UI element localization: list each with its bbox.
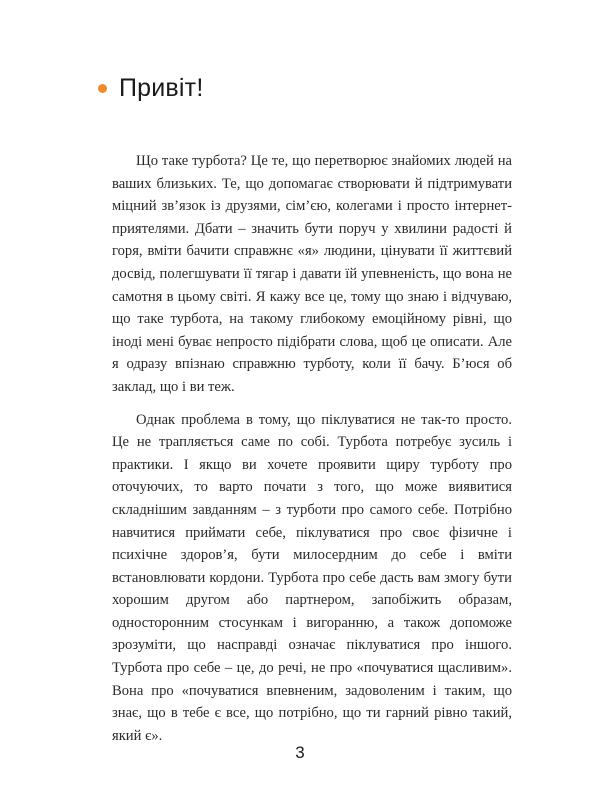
chapter-title: Привіт! bbox=[119, 74, 204, 102]
chapter-heading bbox=[98, 74, 203, 103]
orange-bullet-icon bbox=[98, 84, 107, 93]
paragraph-1: Що таке турбота? Це те, що перетворює знайомих людей на ваших близьких. Те, що допомагає створювати й підтримувати міцний зв’язок із друзями, сім’єю, колегами і просто інтернет-приятелями. Дбати – значить бути поруч у хвилини радості й горя, вміти бачити справжнє «я» людини, цінувати її життєвий досвід, полегшувати її тягар і давати їй упевненість, що вона не самотня в цьому світі. Я кажу все це, тому що знаю і відчуваю, що таке турбота, на такому глибокому емоційному рівні, що іноді мені буває непросто підібрати слова, щоб це описати. Але я одразу впізнаю справжню турботу, коли її бачу. Б’юся об заклад, що і ви теж. bbox=[112, 153, 512, 395]
page-number: 3 bbox=[295, 743, 305, 762]
paragraph-2: Однак проблема в тому, що піклуватися не так-то просто. Це не трапляється саме по собі. Турбота потребує зусиль і практики. І якщо ви хочете проявити щиру турботу про оточуючих, то варто почати з того, що може виявитися складнішим завданням – з турботи про самого себе. Потрібно навчитися приймати себе, піклуватися про своє фізичне і психічне здоров’я, бути милосердним до себе і вміти встановлювати кордони. Турбота про себе дасть вам змогу бути хорошим другом або партнером, запобіжить образам, односторонним стосункам і вигоранню, а також допоможе зрозуміти, що насправді означає піклуватися про іншого. Турбота про себе – це, до речі, не про «почуватися щасливим». Вона про «почуватися впевненим, задоволеним і таким, що знає, що в тебе є все, що потрібно, що ти гарний рівно такий, який є». bbox=[112, 411, 512, 744]
body-text bbox=[112, 150, 512, 747]
